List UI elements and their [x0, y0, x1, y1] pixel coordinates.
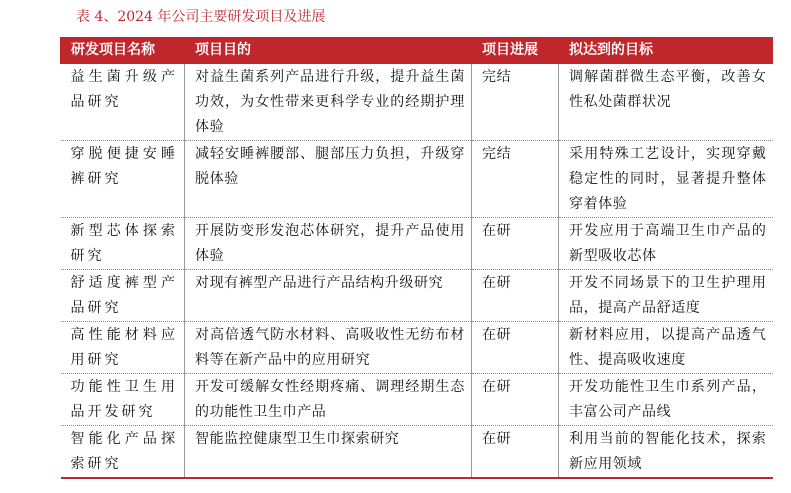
table-row: [61, 374, 773, 426]
table-row: [61, 270, 773, 322]
project-progress-cell: 在研: [472, 322, 559, 374]
project-purpose-cell: 对高倍透气防水材料、高吸收性无纺布材料等在新产品中的应用研究: [185, 322, 472, 374]
table-caption: 表 4、2024 年公司主要研发项目及进展: [76, 9, 326, 25]
target-goal-cell: 开发不同场景下的卫生护理用品，提高产品舒适度: [559, 270, 773, 322]
table-header-row: [61, 38, 773, 64]
project-name-cell: 智能化产品探索研究: [61, 426, 185, 479]
project-purpose-cell: 智能监控健康型卫生巾探索研究: [185, 426, 472, 479]
target-goal-cell: 新材料应用，以提高产品透气性、提高吸收速度: [559, 322, 773, 374]
rd-projects-table: [60, 37, 773, 479]
table-row: [61, 141, 773, 218]
target-goal-cell: 采用特殊工艺设计，实现穿戴稳定性的同时，显著提升整体穿着体验: [559, 141, 773, 218]
table-row: [61, 426, 773, 479]
project-name-cell: 新型芯体探索研究: [61, 218, 185, 270]
project-purpose-cell: 开展防变形发泡芯体研究，提升产品使用体验: [185, 218, 472, 270]
project-name-cell: 穿脱便捷安睡裤研究: [61, 141, 185, 218]
project-progress-cell: 完结: [472, 141, 559, 218]
project-progress-cell: 在研: [472, 374, 559, 426]
target-goal-cell: 利用当前的智能化技术，探索新应用领域: [559, 426, 773, 479]
project-progress-cell: 在研: [472, 218, 559, 270]
project-purpose-cell: 开发可缓解女性经期疼痛、调理经期生态的功能性卫生巾产品: [185, 374, 472, 426]
table-row: [61, 322, 773, 374]
target-goal-cell: 开发应用于高端卫生巾产品的新型吸收芯体: [559, 218, 773, 270]
table-row: [61, 218, 773, 270]
header-target-goal: 拟达到的目标: [559, 38, 773, 64]
project-progress-cell: 完结: [472, 64, 559, 141]
project-purpose-cell: 对现有裤型产品进行产品结构升级研究: [185, 270, 472, 322]
project-name-cell: 舒适度裤型产品研究: [61, 270, 185, 322]
project-name-cell: 益生菌升级产品研究: [61, 64, 185, 141]
target-goal-cell: 开发功能性卫生巾系列产品，丰富公司产品线: [559, 374, 773, 426]
table-row: [61, 64, 773, 141]
project-progress-cell: 在研: [472, 270, 559, 322]
project-name-cell: 高性能材料应用研究: [61, 322, 185, 374]
header-project-purpose: 项目目的: [185, 38, 472, 64]
project-name-cell: 功能性卫生用品开发研究: [61, 374, 185, 426]
header-project-progress: 项目进展: [472, 38, 559, 64]
header-project-name: 研发项目名称: [61, 38, 185, 64]
project-purpose-cell: 减轻安睡裤腰部、腿部压力负担，升级穿脱体验: [185, 141, 472, 218]
project-progress-cell: 在研: [472, 426, 559, 479]
target-goal-cell: 调解菌群微生态平衡，改善女性私处菌群状况: [559, 64, 773, 141]
project-purpose-cell: 对益生菌系列产品进行升级，提升益生菌功效，为女性带来更科学专业的经期护理体验: [185, 64, 472, 141]
